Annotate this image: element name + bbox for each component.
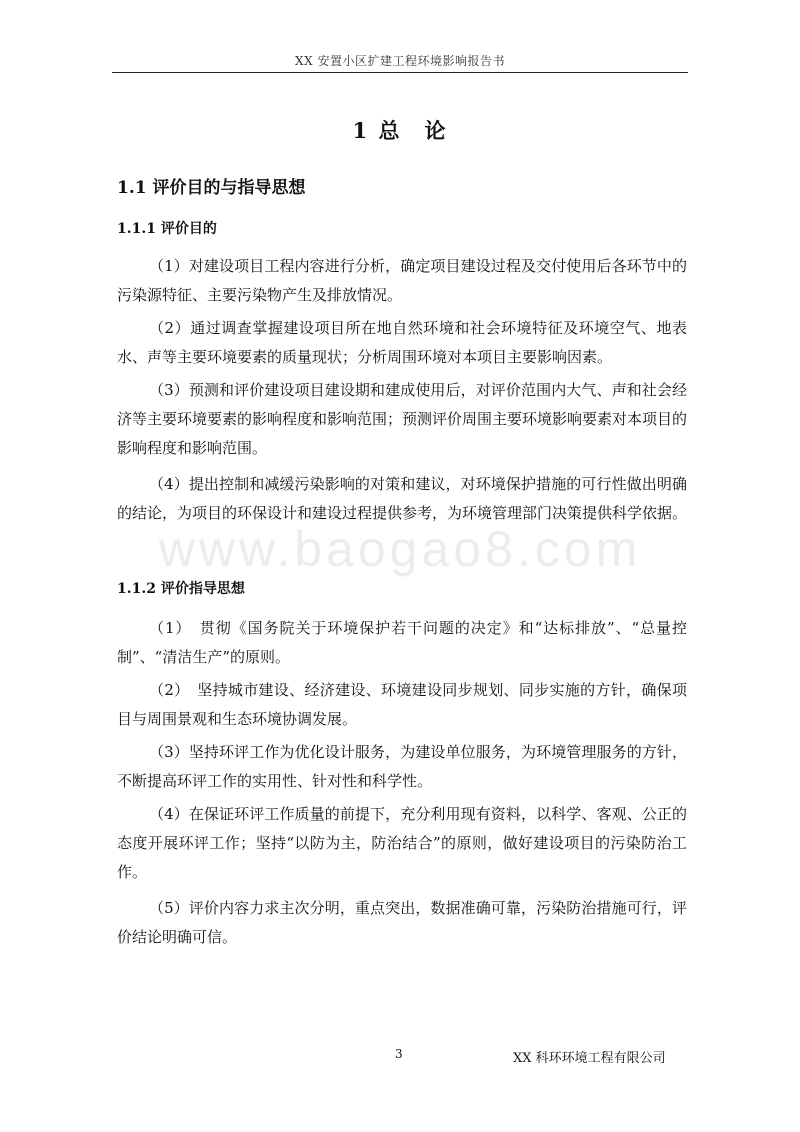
section-heading-1-1-2: 1.1.2 评价指导思想: [117, 581, 245, 597]
chapter-title: 1 总 论: [352, 118, 448, 143]
paragraph: （2）通过调查掌握建设项目所在地自然环境和社会环境特征及环境空气、地表水、声等主要环境要素的质量现状；分析周围环境对本项目主要影响因素。: [117, 319, 687, 366]
paragraph: （4）在保证环评工作质量的前提下，充分利用现有资料，以科学、客观、公正的态度开展环评工作；坚持“以防为主，防治结合”的原则，做好建设项目的污染防治工作。: [117, 805, 687, 881]
paragraph: （1） 贯彻《国务院关于环境保护若干问题的决定》和“达标排放”、“总量控制”、“清洁生产”的原则。: [117, 619, 687, 666]
paragraph: （3）预测和评价建设项目建设期和建成使用后，对评价范围内大气、声和社会经济等主要环境要素的影响程度和影响范围；预测评价周围主要环境影响要素对本项目的影响程度和影响范围。: [117, 381, 688, 457]
paragraph: （4）提出控制和减缓污染影响的对策和建议，对环境保护措施的可行性做出明确的结论，为项目的环保设计和建设过程提供参考，为环境管理部门决策提供科学依据。: [117, 475, 688, 522]
section-heading-1-1: 1.1 评价目的与指导思想: [117, 178, 306, 198]
paragraph: （5）评价内容力求主次分明，重点突出，数据准确可靠，污染防治措施可行，评价结论明确可信。: [117, 899, 687, 946]
paragraph: （3）坚持环评工作为优化设计服务，为建设单位服务，为环境管理服务的方针，不断提高环评工作的实用性、针对性和科学性。: [117, 743, 687, 790]
running-header: XX 安置小区扩建工程环境影响报告书: [295, 54, 505, 68]
paragraph: （2） 坚持城市建设、经济建设、环境建设同步规划、同步实施的方针，确保项目与周围景观和生态环境协调发展。: [117, 681, 687, 728]
footer-company: XX 科环环境工程有限公司: [513, 1051, 666, 1066]
watermark: www.baogao8.com: [158, 521, 642, 577]
page-number: 3: [395, 1047, 403, 1061]
section-heading-1-1-1: 1.1.1 评价目的: [117, 221, 217, 237]
paragraph: （1）对建设项目工程内容进行分析，确定项目建设过程及交付使用后各环节中的污染源特征、主要污染物产生及排放情况。: [117, 257, 687, 304]
header-divider: [112, 72, 688, 73]
